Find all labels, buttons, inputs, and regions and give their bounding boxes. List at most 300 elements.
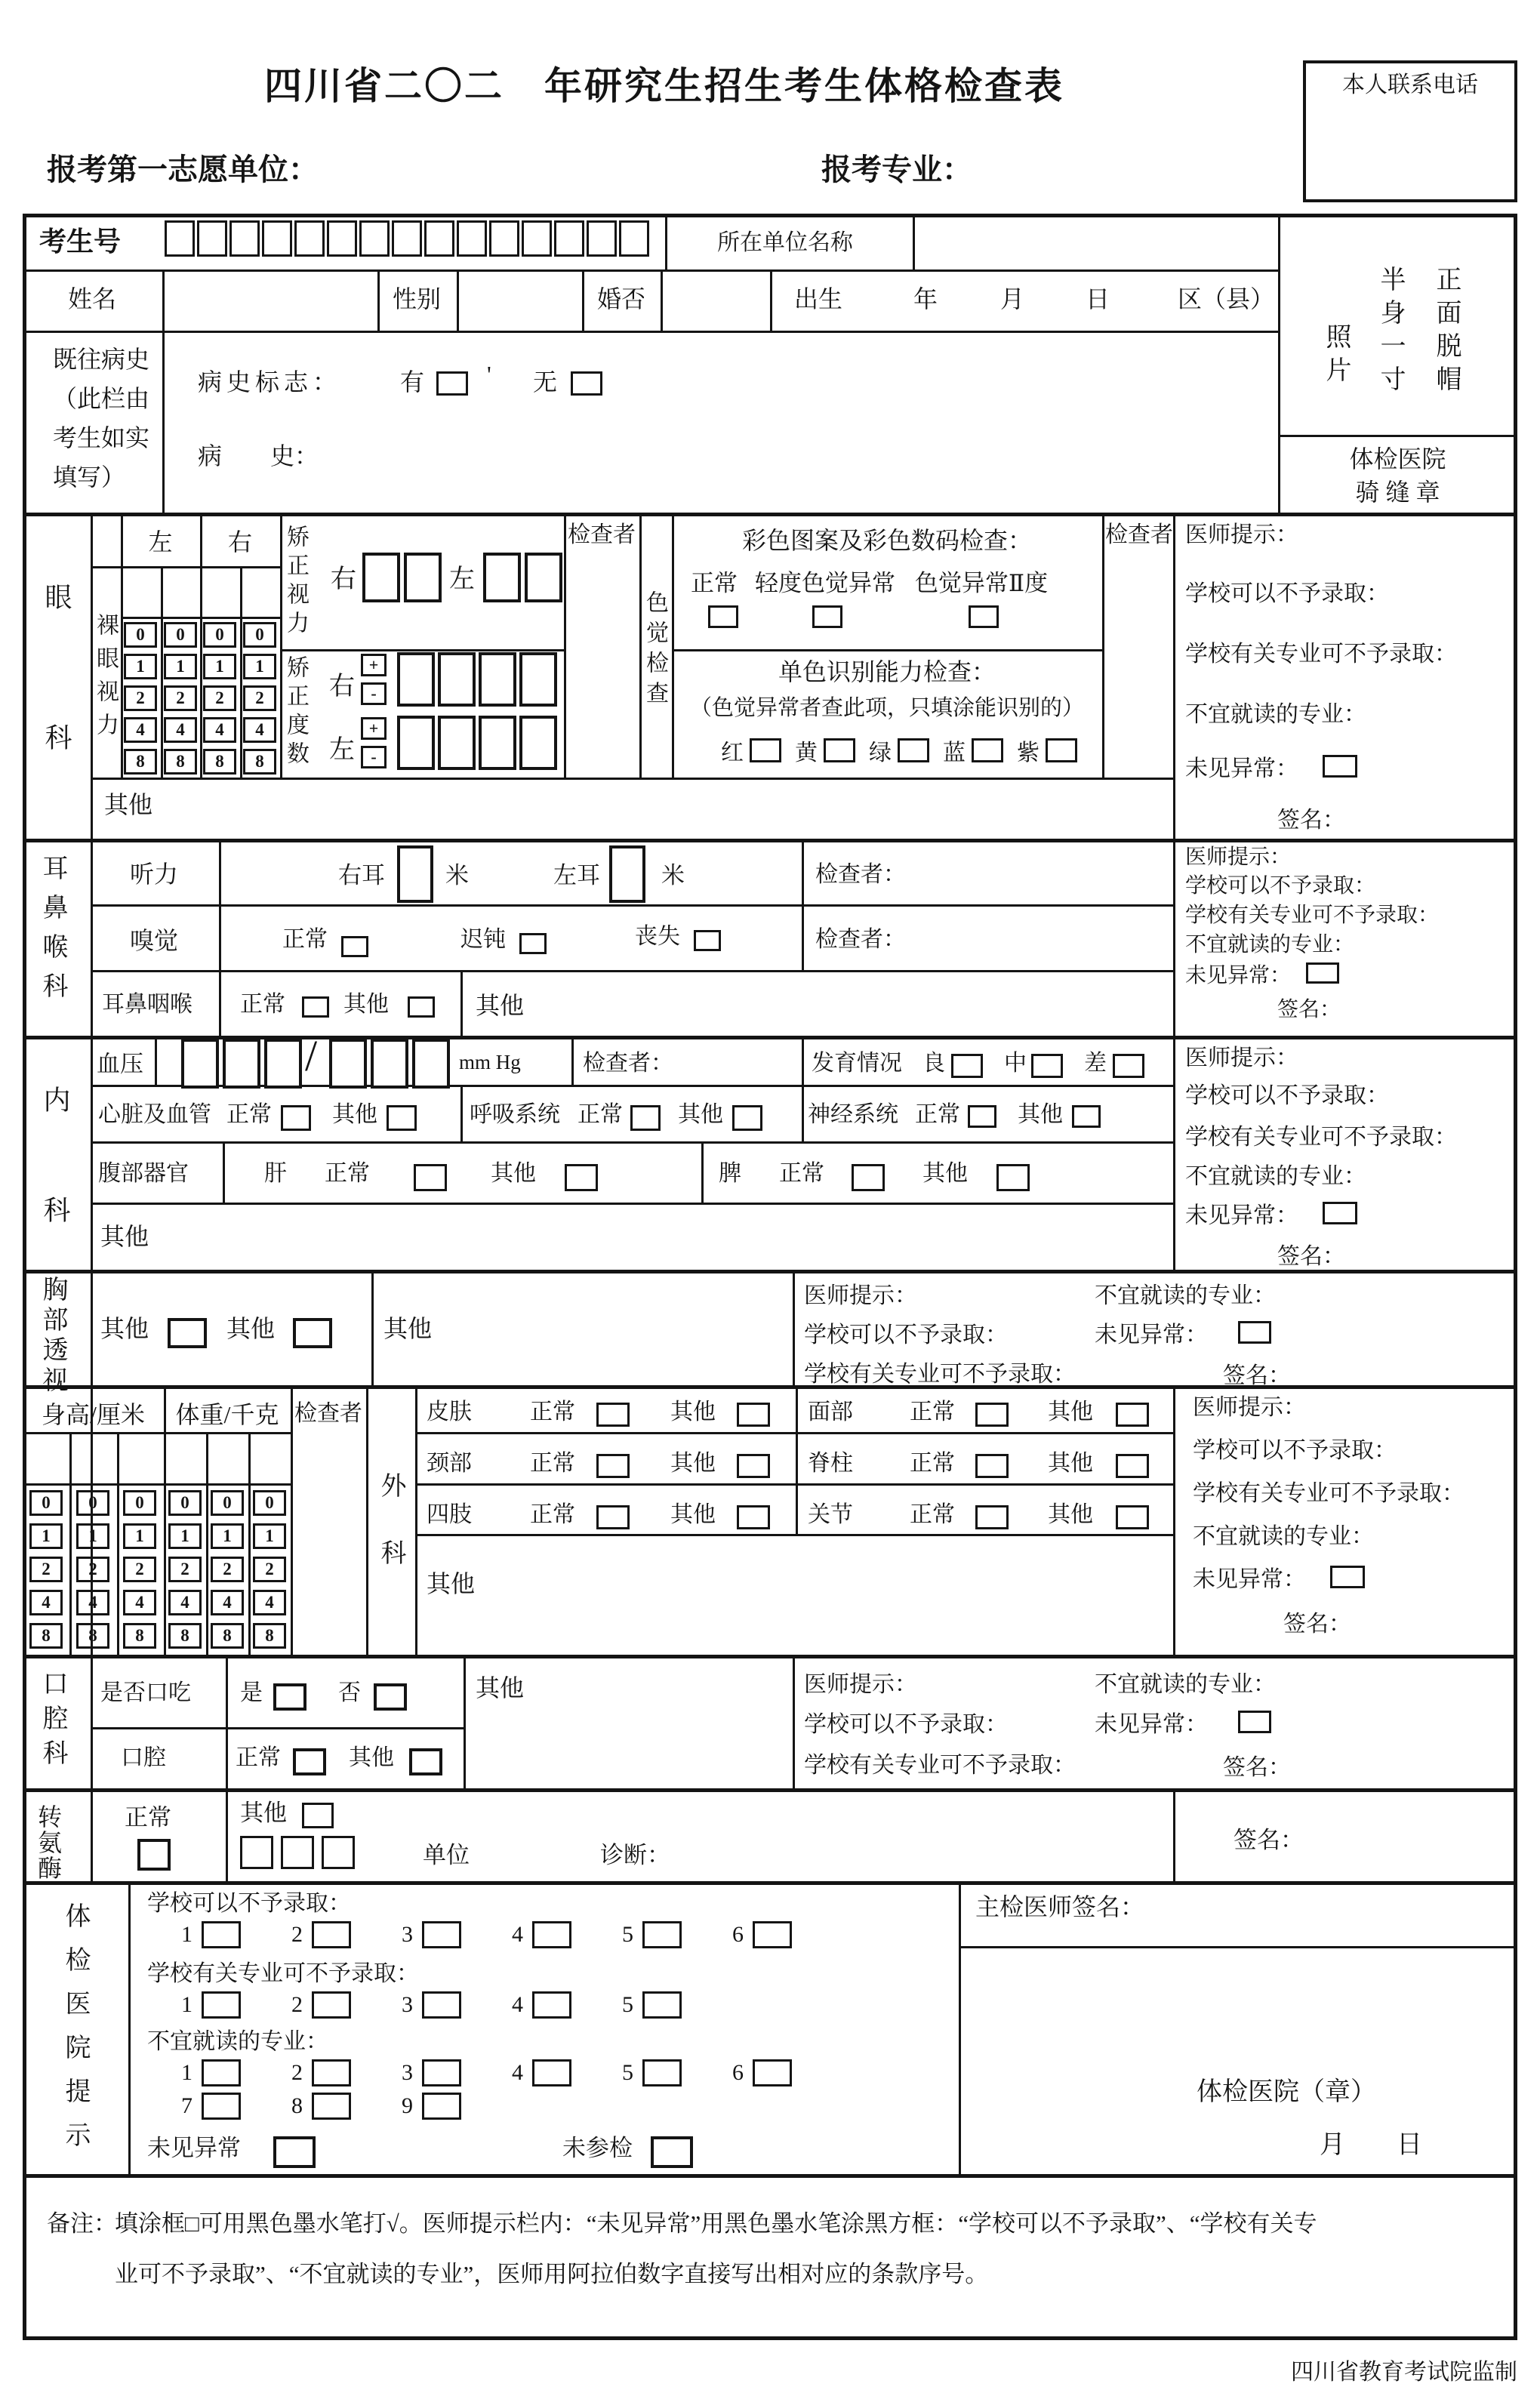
mouth-other-checkbox[interactable] <box>409 1748 442 1775</box>
divider <box>661 269 663 331</box>
degree-right-minus-box[interactable]: - <box>361 682 387 705</box>
section-oral-label: 口腔科 <box>38 1670 66 1774</box>
candidate-no-label: 考生号 <box>39 226 122 257</box>
internal-tips-l4: 未见异常： <box>1185 1203 1298 1228</box>
eye-no-abnormal-checkbox[interactable] <box>1323 755 1357 778</box>
nerve-label: 神经系统 <box>808 1102 898 1127</box>
spleen-other-label: 其他 <box>922 1161 968 1186</box>
corrected-left-boxes[interactable] <box>483 553 566 602</box>
throat-normal-checkbox[interactable] <box>302 996 329 1018</box>
skin-normal-label: 正常 <box>530 1400 575 1424</box>
hospital-l3-numbers[interactable]: 1 2 3 4 5 6 <box>181 2059 842 2086</box>
growth-poor-checkbox[interactable] <box>1113 1054 1144 1078</box>
ent-tips-title: 医师提示： <box>1185 845 1292 869</box>
history-label-2: （此栏由 <box>53 385 150 412</box>
face-normal-label: 正常 <box>910 1400 955 1424</box>
ent-tips-l2: 学校有关专业可不予录取： <box>1185 904 1440 927</box>
divider <box>1173 1385 1175 1655</box>
internal-other-label: 其他 <box>100 1223 149 1250</box>
alt-other-checkbox[interactable] <box>302 1803 334 1828</box>
corrected-right-boxes[interactable] <box>362 553 445 602</box>
color-opt-severe: 色觉异常Ⅱ度 <box>915 570 1049 596</box>
limbs-normal-label: 正常 <box>530 1502 575 1527</box>
eye-tips-l4: 未见异常： <box>1185 756 1298 781</box>
skin-other-label: 其他 <box>670 1400 716 1424</box>
degree-left-minus-box[interactable]: - <box>361 746 387 768</box>
limbs-other-checkbox[interactable] <box>737 1505 770 1529</box>
smell-label: 嗅觉 <box>130 927 179 954</box>
section-internal-label: 内科 <box>40 1086 70 1306</box>
divider <box>415 1385 417 1655</box>
internal-tips-sign: 签名： <box>1277 1244 1345 1269</box>
corrected-vision-label: 矫正视力 <box>283 525 308 639</box>
chest-tips-title: 医师提示： <box>804 1283 917 1308</box>
smell-lost-label: 丧失 <box>635 924 680 949</box>
spine-label: 脊柱 <box>808 1451 853 1476</box>
chief-doctor-sign-label: 主检医师签名： <box>975 1893 1145 1920</box>
color-opt-normal: 正常 <box>691 570 738 596</box>
internal-tips-l1: 学校可以不予录取： <box>1185 1083 1389 1108</box>
growth-good-checkbox[interactable] <box>951 1054 983 1078</box>
chest-other2-checkbox[interactable] <box>293 1318 332 1348</box>
alt-normal-label: 正常 <box>125 1804 171 1831</box>
birth-month-label: 月 <box>1000 285 1025 313</box>
surgery-other-label: 其他 <box>427 1570 476 1597</box>
oral-tips-l2: 学校有关专业可不予录取： <box>804 1753 1076 1778</box>
hearing-examiner-label: 检查者： <box>815 862 906 887</box>
joints-label: 关节 <box>808 1502 853 1527</box>
internal-tips-l3: 不宜就读的专业： <box>1185 1164 1366 1189</box>
smell-normal-checkbox[interactable] <box>341 936 368 957</box>
growth-label: 发育情况 <box>812 1051 902 1076</box>
divider <box>582 269 584 331</box>
marital-label: 婚否 <box>597 285 646 313</box>
surgery-tips-l3: 不宜就读的专业： <box>1193 1524 1374 1549</box>
divider <box>665 214 667 269</box>
eye-right-header: 右 <box>227 528 252 556</box>
divider <box>1173 1788 1175 1881</box>
resp-other-label: 其他 <box>678 1102 723 1127</box>
neck-normal-checkbox[interactable] <box>596 1454 630 1478</box>
nerve-other-label: 其他 <box>1018 1102 1063 1127</box>
degree-right-plus-box[interactable]: + <box>361 654 387 676</box>
hearing-right-meter: 米 <box>445 862 469 888</box>
neck-other-label: 其他 <box>670 1451 716 1476</box>
divider <box>69 1432 72 1655</box>
alt-diagnosis-label: 诊断： <box>600 1842 670 1868</box>
photo-note-half: 半身一寸 <box>1376 266 1404 399</box>
degree-right-boxes[interactable] <box>397 652 560 707</box>
divider <box>377 269 380 331</box>
page-title: 四川省二〇二 年研究生招生考生体格检查表 <box>264 65 1064 107</box>
footer-issuer: 四川省教育考试院监制 <box>1291 2360 1517 2385</box>
chest-other3-label: 其他 <box>383 1315 433 1342</box>
height-label: 身高/厘米 <box>42 1401 145 1428</box>
surgery-tips-l1: 学校可以不予录取： <box>1193 1438 1397 1463</box>
divider <box>161 566 163 778</box>
gender-label: 性别 <box>393 285 442 313</box>
section-divider <box>23 1881 1517 1885</box>
eye-left-header: 左 <box>148 528 173 556</box>
spleen-label: 脾 <box>719 1161 741 1186</box>
divider <box>464 1655 466 1788</box>
section-divider <box>23 1788 1517 1792</box>
stutter-yes-checkbox[interactable] <box>273 1683 306 1711</box>
photo-note-front: 正面脱帽 <box>1432 266 1460 399</box>
color-check-label: 色觉检查 <box>642 590 667 711</box>
history-label-4: 填写） <box>53 463 126 491</box>
divider <box>802 1036 804 1141</box>
divider <box>802 839 804 970</box>
weight-digits-col3[interactable]: 0 1 2 4 8 <box>253 1490 286 1649</box>
color-mild-checkbox[interactable] <box>812 605 842 628</box>
divider <box>415 1483 1173 1486</box>
heart-normal-label: 正常 <box>226 1102 272 1127</box>
divider <box>415 1534 1173 1536</box>
bp-examiner-label: 检查者： <box>583 1051 673 1076</box>
joints-other-checkbox[interactable] <box>1116 1505 1149 1529</box>
hearing-right-box[interactable] <box>397 845 433 903</box>
chest-tips-l1: 学校可以不予录取： <box>804 1323 1008 1347</box>
liver-other-label: 其他 <box>491 1161 536 1186</box>
chest-tips-l4: 未见异常： <box>1095 1323 1208 1347</box>
surgery-tips-l4: 未见异常： <box>1193 1567 1306 1592</box>
birth-label: 出生 <box>794 285 843 313</box>
corrected-right-label: 右 <box>331 565 356 593</box>
section-alt-label: 转氨酶 <box>35 1804 62 1881</box>
chest-tips-sign: 签名： <box>1223 1363 1291 1388</box>
divider <box>23 331 1278 333</box>
spleen-other-checkbox[interactable] <box>996 1164 1030 1191</box>
abdomen-label: 腹部器官 <box>98 1161 189 1186</box>
limbs-other-label: 其他 <box>670 1502 716 1527</box>
spine-other-checkbox[interactable] <box>1116 1454 1149 1478</box>
throat-other-label: 其他 <box>343 992 389 1017</box>
liver-normal-label: 正常 <box>325 1161 370 1186</box>
contact-phone-label: 本人联系电话 <box>1342 72 1478 97</box>
first-choice-unit-label: 报考第一志愿单位： <box>47 152 319 186</box>
history-has-label: 有 <box>400 368 425 396</box>
neck-other-checkbox[interactable] <box>737 1454 770 1478</box>
mouth-normal-label: 正常 <box>236 1745 281 1770</box>
height-digits-col2[interactable]: 0 1 2 4 8 <box>76 1490 109 1649</box>
spine-normal-label: 正常 <box>910 1451 955 1476</box>
surgery-tips-title: 医师提示： <box>1193 1395 1306 1420</box>
divider <box>240 566 242 778</box>
eye-examiner-label: 检查者 <box>568 522 636 547</box>
candidate-no-boxes[interactable] <box>165 220 651 257</box>
bp-diastolic-boxes[interactable] <box>329 1039 454 1089</box>
color-normal-checkbox[interactable] <box>708 605 738 628</box>
hospital-l3-numbers-789[interactable]: 7 8 9 <box>181 2093 512 2120</box>
section-ent-label: 耳鼻喉科 <box>38 855 66 1012</box>
photo-note-photo: 照片 <box>1322 323 1350 390</box>
alt-unit-label: 单位 <box>423 1842 470 1868</box>
joints-normal-label: 正常 <box>910 1502 955 1527</box>
history-tick: ' <box>487 361 491 388</box>
hearing-left-meter: 米 <box>661 862 685 888</box>
throat-other-checkbox[interactable] <box>408 996 435 1018</box>
height-digits-col3[interactable]: 0 1 2 4 8 <box>123 1490 156 1649</box>
oral-no-abnormal-checkbox[interactable] <box>1238 1711 1271 1733</box>
section-divider <box>23 1655 1517 1658</box>
hearing-left-box[interactable] <box>609 845 645 903</box>
resp-normal-checkbox[interactable] <box>630 1105 661 1131</box>
divider <box>162 269 165 513</box>
growth-mid-label: 中 <box>1004 1051 1027 1076</box>
hearing-right-ear-label: 右耳 <box>338 862 385 888</box>
divider <box>219 839 221 1036</box>
heart-normal-checkbox[interactable] <box>281 1105 311 1131</box>
name-label: 姓名 <box>68 285 117 313</box>
eye-tips-l2: 学校有关专业可不予录取： <box>1185 642 1457 667</box>
surgery-tips-l2: 学校有关专业可不予录取： <box>1193 1481 1465 1506</box>
history-has-checkbox[interactable] <box>436 371 468 396</box>
liver-other-checkbox[interactable] <box>565 1164 598 1191</box>
smell-dull-checkbox[interactable] <box>519 933 547 954</box>
stutter-yes-label: 是 <box>240 1680 263 1705</box>
divider <box>639 513 642 778</box>
naked-vision-digits-col1[interactable]: 0 1 2 4 8 <box>124 622 157 775</box>
joints-other-label: 其他 <box>1048 1502 1093 1527</box>
internal-tips-l2: 学校有关专业可不予录取： <box>1185 1125 1457 1150</box>
divider <box>672 649 1102 651</box>
skin-normal-checkbox[interactable] <box>596 1403 630 1427</box>
ent-no-abnormal-checkbox[interactable] <box>1306 962 1339 984</box>
color-examiner-label: 检查者 <box>1105 522 1173 547</box>
divider <box>91 1141 1173 1144</box>
divider <box>223 1141 225 1203</box>
bp-slash: / <box>305 1031 318 1080</box>
eye-other-label: 其他 <box>104 791 153 818</box>
chest-tips-l2: 学校有关专业可不予录取： <box>804 1362 1076 1387</box>
oral-tips-title: 医师提示： <box>804 1672 917 1697</box>
section-divider <box>23 2174 1517 2178</box>
growth-poor-label: 差 <box>1084 1051 1107 1076</box>
divider <box>460 1085 463 1141</box>
eye-tips-sign: 签名： <box>1277 808 1345 833</box>
hospital-no-abnormal-label: 未见异常 <box>147 2135 241 2161</box>
stutter-label: 是否口吃 <box>100 1680 191 1705</box>
mouth-other-label: 其他 <box>349 1745 394 1770</box>
stutter-no-label: 否 <box>338 1680 361 1705</box>
degree-right-label: 右 <box>329 673 355 701</box>
oral-tips-l4: 未见异常： <box>1095 1712 1208 1737</box>
nerve-other-checkbox[interactable] <box>1072 1105 1101 1128</box>
hospital-seal-label: 体检医院（章） <box>1197 2078 1376 2106</box>
alt-normal-checkbox[interactable] <box>137 1839 171 1871</box>
section-hospital-label: 体检医院提示 <box>61 1902 89 2165</box>
resp-other-checkbox[interactable] <box>732 1105 762 1131</box>
ent-tips-l1: 学校可以不予录取： <box>1185 874 1376 898</box>
ent-tips-sign: 签名： <box>1277 998 1341 1021</box>
history-text-label: 病 史： <box>198 442 319 470</box>
resp-label: 呼吸系统 <box>470 1102 560 1127</box>
color-severe-checkbox[interactable] <box>969 605 999 628</box>
divider <box>1278 435 1517 437</box>
neck-normal-label: 正常 <box>530 1451 575 1476</box>
divider <box>91 904 1173 907</box>
remarks-label: 备注： <box>47 2210 117 2237</box>
hw-examiner-label: 检查者 <box>294 1401 362 1426</box>
growth-mid-checkbox[interactable] <box>1031 1054 1063 1078</box>
naked-vision-digits-col3[interactable]: 0 1 2 4 8 <box>203 622 236 775</box>
chest-other2-label: 其他 <box>226 1315 276 1342</box>
neck-label: 颈部 <box>427 1451 472 1476</box>
limbs-label: 四肢 <box>427 1502 472 1527</box>
hospital-l1: 学校可以不予录取： <box>147 1891 351 1916</box>
history-none-label: 无 <box>533 368 558 396</box>
growth-good-label: 良 <box>922 1051 945 1076</box>
ent-tips-l3: 不宜就读的专业： <box>1185 933 1355 956</box>
oral-tips-l3: 不宜就读的专业： <box>1095 1672 1276 1697</box>
face-normal-checkbox[interactable] <box>975 1403 1009 1427</box>
hospital-l2-numbers[interactable]: 1 2 3 4 5 <box>181 1991 732 2019</box>
resp-normal-label: 正常 <box>578 1102 623 1127</box>
alt-other-label: 其他 <box>240 1800 287 1826</box>
mono-test-title: 单色识别能力检查： <box>778 658 996 685</box>
degree-label: 矫正度数 <box>283 655 308 770</box>
apply-major-label: 报考专业： <box>821 152 972 186</box>
divider <box>128 1881 131 2174</box>
heart-other-label: 其他 <box>332 1102 377 1127</box>
birth-year-label: 年 <box>913 285 938 313</box>
heart-other-checkbox[interactable] <box>387 1105 417 1131</box>
eye-tips-l1: 学校可以不予录取： <box>1185 581 1389 606</box>
section-divider <box>23 839 1517 842</box>
section-surgery-label: 外科 <box>377 1472 405 1606</box>
birth-day-label: 日 <box>1086 285 1110 313</box>
section-divider <box>23 513 1517 516</box>
chest-tips-l3: 不宜就读的专业： <box>1095 1283 1276 1308</box>
naked-vision-label: 裸眼视力 <box>93 613 118 746</box>
ent-tips-l4: 未见异常： <box>1185 964 1292 987</box>
divider <box>457 269 459 331</box>
divider <box>280 513 282 778</box>
divider <box>91 970 1173 972</box>
divider <box>91 778 1173 780</box>
skin-label: 皮肤 <box>427 1400 472 1424</box>
naked-vision-digits-col4[interactable]: 0 1 2 4 8 <box>243 622 276 775</box>
degree-left-plus-box[interactable]: + <box>361 717 387 740</box>
oral-other-label: 其他 <box>476 1674 525 1702</box>
eye-tips-l3: 不宜就读的专业： <box>1185 702 1366 727</box>
surgery-no-abnormal-checkbox[interactable] <box>1330 1566 1365 1588</box>
color-test-title: 彩色图案及彩色数码检查： <box>741 527 1032 554</box>
face-other-checkbox[interactable] <box>1116 1403 1149 1427</box>
weight-digits-col2[interactable]: 0 1 2 4 8 <box>211 1490 244 1649</box>
divider <box>226 1655 228 1881</box>
spleen-normal-checkbox[interactable] <box>852 1164 885 1191</box>
stutter-no-checkbox[interactable] <box>374 1683 407 1711</box>
divider <box>571 1036 574 1085</box>
mono-test-note: （色觉异常者查此项，只填涂能识别的） <box>689 696 1084 720</box>
weight-digits-col1[interactable]: 0 1 2 4 8 <box>168 1490 202 1649</box>
throat-normal-label: 正常 <box>240 992 285 1017</box>
section-divider <box>23 1270 1517 1273</box>
remarks-line2: 业可不予录取”、“不宜就读的专业”，医师用阿拉伯数字直接写出相对应的条款序号。 <box>115 2261 989 2287</box>
divider <box>770 269 772 331</box>
chest-no-abnormal-checkbox[interactable] <box>1238 1321 1271 1344</box>
liver-normal-checkbox[interactable] <box>414 1164 447 1191</box>
alt-value-boxes[interactable] <box>240 1836 362 1869</box>
internal-tips-title: 医师提示： <box>1185 1046 1298 1070</box>
district-label: 区（县） <box>1178 285 1275 313</box>
bp-systolic-boxes[interactable] <box>181 1039 306 1089</box>
seal-line1: 体检医院 <box>1349 445 1446 473</box>
divider <box>206 1432 208 1655</box>
hospital-l2: 学校有关专业可不予录取： <box>147 1961 419 1986</box>
hospital-l1-numbers[interactable]: 1 2 3 4 5 6 <box>181 1921 842 1948</box>
color-opt-mild: 轻度色觉异常 <box>755 570 895 596</box>
liver-label: 肝 <box>264 1161 287 1186</box>
face-other-label: 其他 <box>1048 1400 1093 1424</box>
degree-left-label: 左 <box>329 736 355 764</box>
spine-normal-checkbox[interactable] <box>975 1454 1009 1478</box>
internal-no-abnormal-checkbox[interactable] <box>1323 1202 1357 1224</box>
divider <box>91 566 280 568</box>
divider <box>91 1727 464 1729</box>
divider <box>793 1270 795 1385</box>
smell-normal-label: 正常 <box>282 927 328 952</box>
mouth-normal-checkbox[interactable] <box>293 1748 326 1775</box>
hospital-not-checked-label: 未参检 <box>562 2135 633 2161</box>
corrected-left-label: 左 <box>449 565 475 593</box>
alt-sign-label: 签名： <box>1234 1827 1304 1853</box>
weight-label: 体重/千克 <box>175 1401 279 1428</box>
limbs-normal-checkbox[interactable] <box>596 1505 630 1529</box>
divider <box>959 1946 1517 1948</box>
bp-label: 血压 <box>97 1051 143 1077</box>
heart-label: 心脏及血管 <box>98 1102 211 1127</box>
nerve-normal-checkbox[interactable] <box>968 1105 996 1128</box>
history-none-checkbox[interactable] <box>571 371 602 396</box>
spine-other-label: 其他 <box>1048 1451 1093 1476</box>
divider <box>117 1432 119 1655</box>
eye-tips-title: 医师提示： <box>1185 522 1298 547</box>
hospital-no-abnormal-checkbox[interactable] <box>273 2136 316 2168</box>
history-label-3: 考生如实 <box>53 424 150 451</box>
divider <box>1102 513 1104 778</box>
divider <box>155 1036 157 1085</box>
history-label-1: 既往病史 <box>53 346 150 373</box>
smell-dull-label: 迟钝 <box>460 927 506 952</box>
hospital-not-checked-checkbox[interactable] <box>651 2136 693 2168</box>
nerve-normal-label: 正常 <box>915 1102 960 1127</box>
divider <box>1173 513 1175 1270</box>
skin-other-checkbox[interactable] <box>737 1403 770 1427</box>
chest-other1-label: 其他 <box>100 1315 149 1342</box>
section-divider <box>23 1385 1517 1389</box>
height-digits-col1[interactable]: 0 1 2 4 8 <box>29 1490 63 1649</box>
hospital-l3: 不宜就读的专业： <box>147 2029 328 2054</box>
section-chest-label: 胸部透视 <box>38 1276 66 1397</box>
divider <box>793 1655 795 1788</box>
smell-lost-checkbox[interactable] <box>694 930 721 951</box>
divider <box>248 1432 251 1655</box>
naked-vision-digits-col2[interactable]: 0 1 2 4 8 <box>164 622 197 775</box>
chest-other1-checkbox[interactable] <box>168 1318 207 1348</box>
divider <box>366 1385 368 1655</box>
joints-normal-checkbox[interactable] <box>975 1505 1009 1529</box>
divider <box>371 1270 374 1385</box>
mouth-label: 口腔 <box>121 1745 166 1770</box>
mono-color-checkboxes[interactable]: 红 黄 绿 蓝 紫 <box>721 734 1091 767</box>
degree-left-boxes[interactable] <box>397 716 560 770</box>
section-eye-label: 眼科 <box>42 583 72 864</box>
bp-unit-label: mm Hg <box>459 1051 521 1073</box>
divider <box>701 1141 704 1203</box>
